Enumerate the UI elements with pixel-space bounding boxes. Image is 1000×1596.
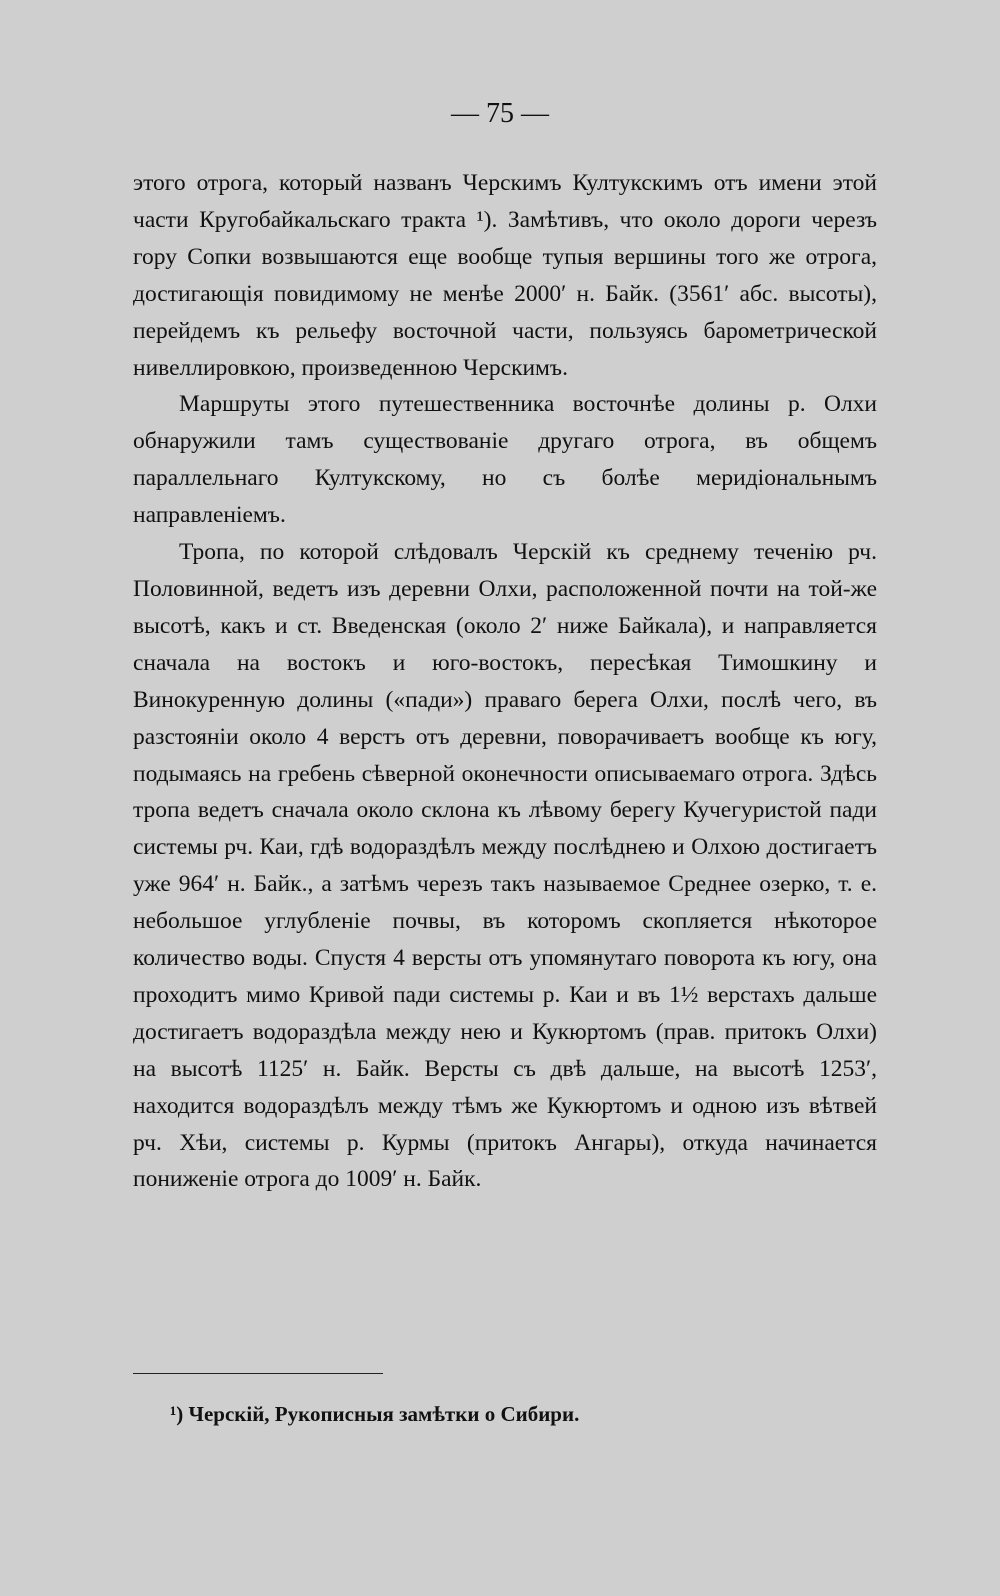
body-text <box>133 165 877 1198</box>
footnote-separator <box>133 1373 383 1374</box>
page-number: — 75 — <box>451 98 549 129</box>
paragraph: этого отрога, который названъ Черскимъ Култукскимъ отъ имени этой части Кругобайкальскаго тракта ¹). Замѣтивъ, что около дороги черезъ гору Сопки возвышаются еще вообще тупыя вершины того же отрога, достигающія повидимому не менѣе 2000′ н. Байк. (3561′ абс. высоты), перейдемъ къ рельефу восточной части, пользуясь барометрической нивеллировкою, произведенною Черскимъ. <box>133 170 877 381</box>
footnote: ¹) Черскій, Рукописныя замѣтки о Сибири. <box>170 1402 580 1426</box>
paragraph: Маршруты этого путешественника восточнѣе долины р. Олхи обнаружили тамъ существованіе другаго отрога, въ общемъ параллельнаго Култукскому, но съ болѣе меридіональнымъ направленіемъ. <box>133 391 877 529</box>
paragraph: Тропа, по которой слѣдовалъ Черскій къ среднему теченію рч. Половинной, ведетъ изъ деревни Олхи, расположенной почти на той-же высотѣ, какъ и ст. Введенская (около 2′ ниже Байкала), и направляется сначала на востокъ и юго-востокъ, пересѣкая Тимошкину и Винокуренную долины («пади») праваго берега Олхи, послѣ чего, въ разстояніи около 4 верстъ отъ деревни, поворачиваетъ вообще къ югу, подымаясь на гребень сѣверной оконечности описываемаго отрога. Здѣсь тропа ведетъ сначала около склона къ лѣвому берегу Кучегуристой пади системы рч. Каи, гдѣ водораздѣлъ между послѣднею и Олхою достигаетъ уже 964′ н. Байк., а затѣмъ черезъ такъ называемое Среднее озерко, т. е. небольшое углубленіе почвы, въ которомъ скопляется нѣкоторое количество воды. Спустя 4 версты отъ упомянутаго поворота къ югу, она проходитъ мимо Кривой пади системы р. Каи и въ 1½ верстахъ дальше достигаетъ водораздѣла между нею и Кукюртомъ (прав. притокъ Олхи) на высотѣ 1125′ н. Байк. Версты съ двѣ дальше, на высотѣ 1253′, находится водораздѣлъ между тѣмъ же Кукюртомъ и одною изъ вѣтвей рч. Хѣи, системы р. Курмы (притокъ Ангары), откуда начинается пониженіе отрога до 1009′ н. Байк. <box>133 539 877 1193</box>
